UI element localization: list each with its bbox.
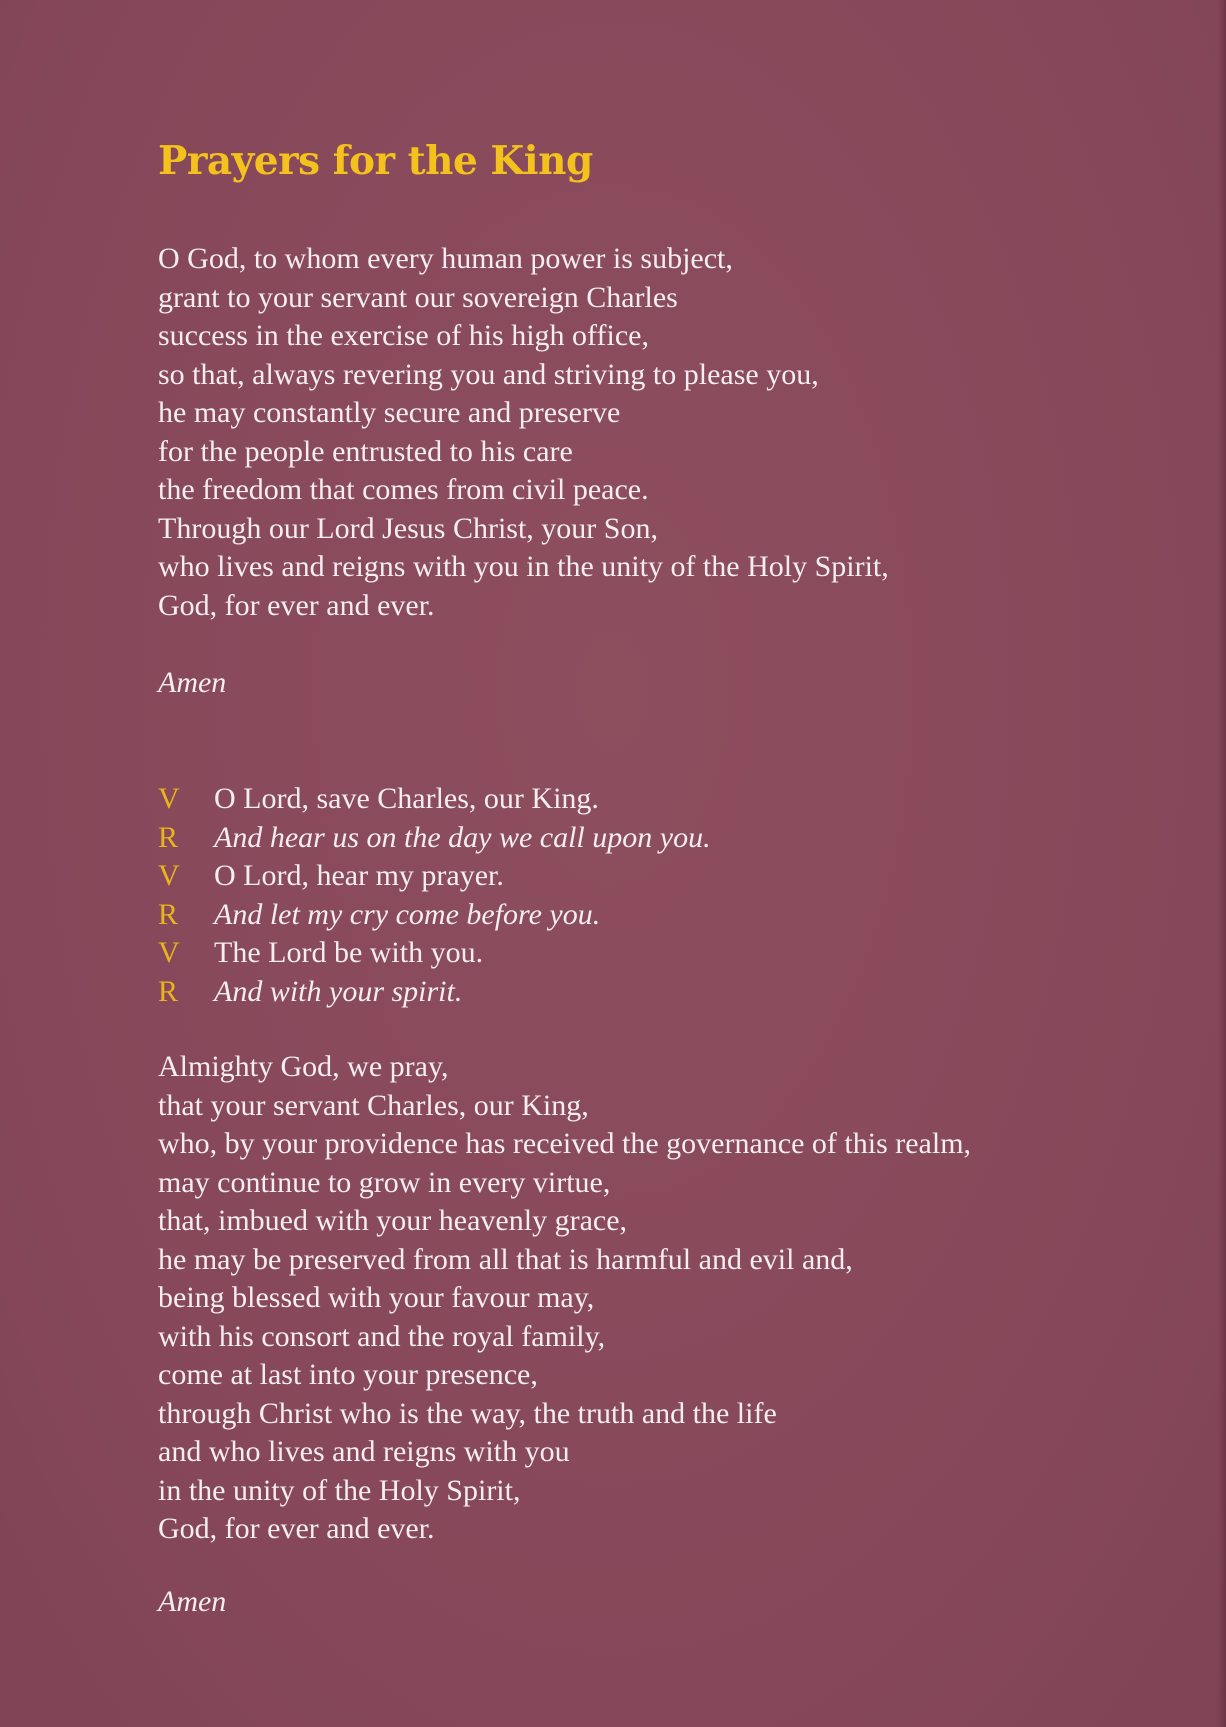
- prayer-one-line: Through our Lord Jesus Christ, your Son,: [158, 511, 658, 545]
- versicles-responses: [158, 780, 711, 1011]
- response-marker: R: [158, 820, 179, 854]
- page-edge-shadow: [1218, 0, 1226, 1727]
- response-text: And let my cry come before you.: [214, 897, 601, 931]
- versicle-text: O Lord, hear my prayer.: [214, 859, 504, 892]
- prayer-two-line: God, for ever and ever.: [158, 1512, 435, 1545]
- page-title: Prayers for the King: [158, 138, 593, 184]
- versicle-marker: V: [158, 782, 180, 815]
- prayer-one-line: success in the exercise of his high office,: [158, 319, 649, 352]
- versicle-marker: V: [158, 859, 180, 892]
- versicle-row: [158, 857, 711, 896]
- prayer-two-line: who, by your providence has received the governance of this realm,: [158, 1127, 972, 1160]
- prayer-one-line: grant to your servant our sovereign Charles: [158, 280, 678, 314]
- prayer-one-line: he may constantly secure and preserve: [158, 396, 621, 429]
- prayer-two-line: being blessed with your favour may,: [158, 1281, 595, 1314]
- response-row: [158, 973, 711, 1012]
- prayer-two-text: [158, 1048, 971, 1549]
- prayer-two-line: come at last into your presence,: [158, 1358, 538, 1391]
- prayer-one-line: the freedom that comes from civil peace.: [158, 473, 649, 506]
- versicle-text: The Lord be with you.: [214, 936, 484, 969]
- versicle-text: O Lord, save Charles, our King.: [214, 782, 599, 815]
- versicle-row: [158, 780, 711, 819]
- prayer-two-amen: Amen: [158, 1585, 227, 1618]
- prayer-one-line: O God, to whom every human power is subject,: [158, 242, 733, 275]
- prayer-two-line: Almighty God, we pray,: [158, 1050, 449, 1083]
- response-row: [158, 819, 711, 858]
- response-row: [158, 896, 711, 935]
- prayer-two-line: and who lives and reigns with you: [158, 1435, 570, 1468]
- prayer-two-line: that, imbued with your heavenly grace,: [158, 1204, 628, 1237]
- versicle-row: [158, 934, 711, 973]
- prayer-one-line: God, for ever and ever.: [158, 588, 435, 622]
- response-marker: R: [158, 897, 179, 931]
- prayer-one-line: so that, always revering you and striving to please you,: [158, 357, 819, 391]
- response-text: And with your spirit.: [214, 974, 463, 1008]
- prayer-two-line: may continue to grow in every virtue,: [158, 1165, 611, 1199]
- response-marker: R: [158, 974, 179, 1008]
- prayer-two-line: with his consort and the royal family,: [158, 1319, 606, 1353]
- prayer-two-line: in the unity of the Holy Spirit,: [158, 1473, 521, 1507]
- response-text: And hear us on the day we call upon you.: [214, 820, 711, 854]
- prayer-two-line: through Christ who is the way, the truth and the life: [158, 1396, 777, 1430]
- prayer-one-line: who lives and reigns with you in the unity of the Holy Spirit,: [158, 550, 889, 583]
- prayer-two-line: he may be preserved from all that is harmful and evil and,: [158, 1242, 853, 1276]
- versicle-marker: V: [158, 936, 180, 969]
- prayer-one-amen: Amen: [158, 666, 227, 699]
- prayer-two-line: that your servant Charles, our King,: [158, 1088, 589, 1122]
- prayer-one-text: [158, 240, 889, 625]
- prayer-one-line: for the people entrusted to his care: [158, 434, 573, 468]
